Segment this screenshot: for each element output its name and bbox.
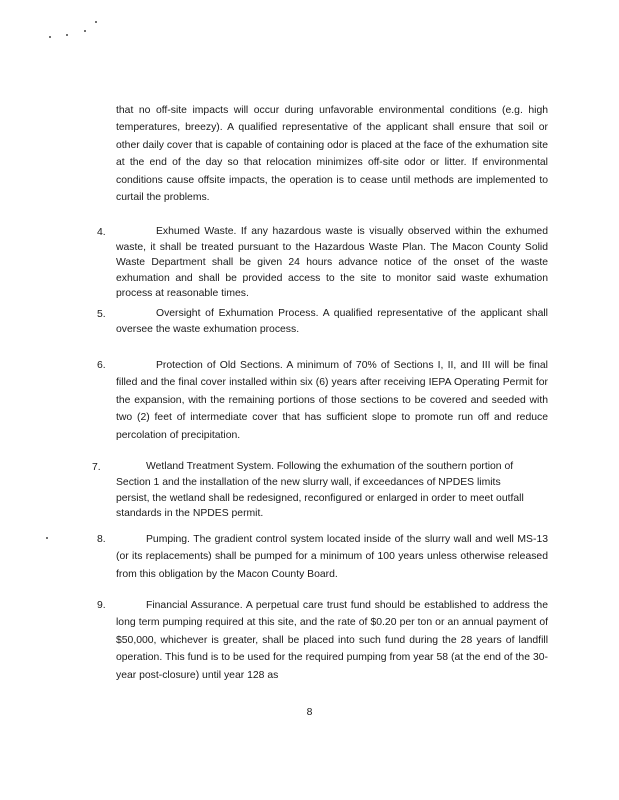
item-number: 8. — [97, 534, 106, 545]
scan-speck — [49, 36, 51, 38]
item-5-paragraph: Oversight of Exhumation Process. A qualified representative of the applicant shall oversee the waste exhumation process. — [116, 308, 548, 335]
item-8-paragraph: Pumping. The gradient control system located inside of the slurry wall and well MS-13 (or its replacements) shall be pumped for a minimum of 100 years unless otherwise released from this obligation by the Macon County Board. — [116, 534, 548, 580]
scan-speck — [66, 34, 68, 36]
item-number: 5. — [97, 309, 106, 320]
item-7-paragraph: Wetland Treatment System. Following the exhumation of the southern portion of Section 1 and the installation of the new slurry wall, if exceedances of NPDES limits persist, the wetland shall be redesigned, reconfigured or enlarged in order to meet outfall standards in the NPDES permit. — [116, 461, 524, 520]
continuation-paragraph: that no off-site impacts will occur during unfavorable environmental conditions (e.g. high temperatures, breezy). A qualified representative of the applicant shall ensure that soil or other daily cover that is capable of containing odor is placed at the face of the exhumation site at the end of the day so that relocation minimizes off-site odor or litter. If environmental conditions cause offsite impacts, the operation is to cease until methods are implemented to curtail the problems. — [116, 105, 548, 204]
scan-speck — [95, 21, 97, 23]
item-number: 9. — [97, 600, 106, 611]
scan-speck — [84, 30, 86, 32]
item-number: 4. — [97, 227, 106, 238]
item-number: 7. — [92, 462, 101, 473]
item-9-paragraph: Financial Assurance. A perpetual care trust fund should be established to address the long term pumping required at this site, and the rate of $0.20 per ton or an annual payment of $50,000, whichever is greater, shall be placed into such fund during the 28 years of landfill operation. This fund is to be used for the required pumping from year 58 (at the end of the 30-year post-closure) until year 128 as — [116, 600, 548, 681]
item-4-paragraph: Exhumed Waste. If any hazardous waste is visually observed within the exhumed waste, it shall be treated pursuant to the Hazardous Waste Plan. The Macon County Solid Waste Department shall be given 24 hours advance notice of the onset of the waste exhumation and shall be provided access to the site to monitor said waste exhumation process at reasonable times. — [116, 226, 548, 300]
scan-speck — [46, 537, 48, 539]
item-number: 6. — [97, 360, 106, 371]
item-6-paragraph: Protection of Old Sections. A minimum of 70% of Sections I, II, and III will be final filled and the final cover installed within six (6) years after receiving IEPA Operating Permit for the expansion, with the remaining portions of those sections to be covered and seeded with two (2) feet of intermediate cover that has sufficient slope to promote run off and reduce percolation of precipitation. — [116, 360, 548, 441]
page-number: 8 — [306, 707, 313, 718]
